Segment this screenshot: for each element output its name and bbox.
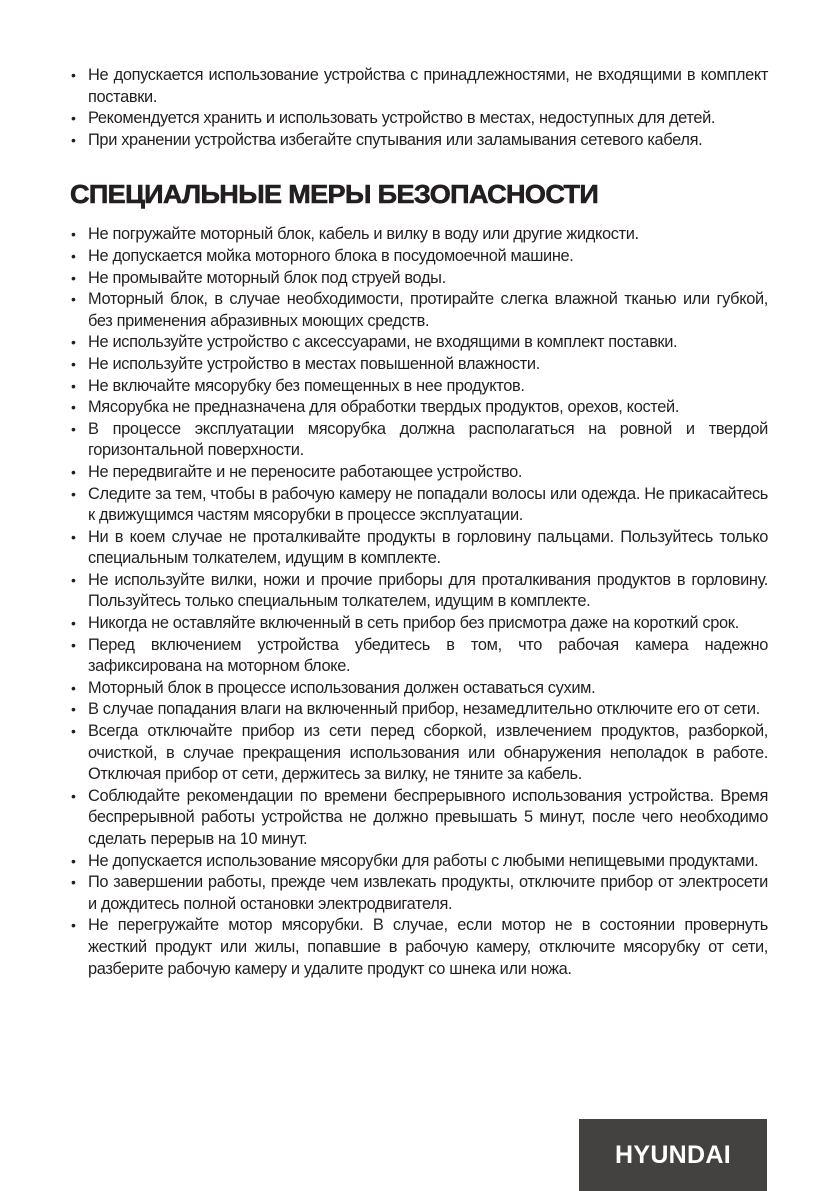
list-item <box>70 462 768 484</box>
list-item <box>70 570 768 613</box>
brand-logo-text: HYUNDAI <box>615 1140 731 1169</box>
bullet-icon: • <box>71 355 76 372</box>
list-item-text: Не допускается использование мясорубки для работы с любыми непищевыми продуктами. <box>88 851 759 870</box>
bullet-icon: • <box>71 917 76 934</box>
bullet-icon: • <box>71 247 76 264</box>
bullet-icon: • <box>71 701 76 718</box>
list-item-text: Не промывайте моторный блок под струей воды. <box>88 268 446 287</box>
list-item-text: Не передвигайте и не переносите работающее устройство. <box>88 462 523 481</box>
list-item <box>70 872 768 915</box>
bullet-icon: • <box>71 131 76 148</box>
safety-bullet-list <box>70 224 768 980</box>
list-item <box>70 721 768 786</box>
bullet-icon: • <box>71 377 76 394</box>
list-item-text: Перед включением устройства убедитесь в том, что рабочая камера надежно зафиксирована на моторном блоке. <box>88 635 768 676</box>
list-item <box>70 246 768 268</box>
bullet-icon: • <box>71 269 76 286</box>
list-item <box>70 397 768 419</box>
list-item-text: В случае попадания влаги на включенный прибор, незамедлительно отключите его от сети. <box>88 700 760 719</box>
list-item <box>70 527 768 570</box>
bullet-icon: • <box>71 399 76 416</box>
list-item-text: Рекомендуется хранить и использовать устройство в местах, недоступных для детей. <box>88 109 716 128</box>
bullet-icon: • <box>71 291 76 308</box>
bullet-icon: • <box>71 723 76 740</box>
bullet-icon: • <box>71 615 76 632</box>
bullet-icon: • <box>71 463 76 480</box>
list-item-text: Не допускается мойка моторного блока в посудомоечной машине. <box>88 246 574 265</box>
bullet-icon: • <box>71 874 76 891</box>
list-item <box>70 108 768 130</box>
list-item <box>70 635 768 678</box>
list-item <box>70 130 768 152</box>
bullet-icon: • <box>71 485 76 502</box>
list-item <box>70 376 768 398</box>
list-item <box>70 268 768 290</box>
bullet-icon: • <box>71 852 76 869</box>
bullet-icon: • <box>71 787 76 804</box>
list-item-text: При хранении устройства избегайте спутывания или заламывания сетевого кабеля. <box>88 130 703 149</box>
list-item-text: Ни в коем случае не проталкивайте продукты в горловину пальцами. Пользуйтесь только специальным толкателем, идущим в комплекте. <box>88 527 768 568</box>
list-item-text: Мясорубка не предназначена для обработки твердых продуктов, орехов, костей. <box>88 398 680 417</box>
list-item-text: В процессе эксплуатации мясорубка должна располагаться на ровной и твердой горизонтальной поверхности. <box>88 419 768 460</box>
list-item-text: По завершении работы, прежде чем извлекать продукты, отключите прибор от электросети и дождитесь полной остановки электродвигателя. <box>88 873 768 913</box>
list-item-text: Следите за тем, чтобы в рабочую камеру не попадали волосы или одежда. Не прикасайтесь к движущимся частям мясорубки в процессе эксплуатации. <box>88 484 768 525</box>
list-item-text: Моторный блок в процессе использования должен оставаться сухим. <box>88 678 596 697</box>
bullet-icon: • <box>71 636 76 653</box>
list-item <box>70 354 768 376</box>
list-item-text: Не используйте вилки, ножи и прочие приборы для проталкивания продуктов в горловину. Пользуйтесь только специальным толкателем, идущим в комплекте. <box>88 570 768 611</box>
list-item-text: Соблюдайте рекомендации по времени беспрерывного использования устройства. Время беспрерывной работы устройства не должно превышать 5 минут, после чего необходимо сделать перерыв на 10 минут. <box>88 786 768 848</box>
list-item <box>70 484 768 527</box>
bullet-icon: • <box>71 679 76 696</box>
bullet-icon: • <box>71 420 76 437</box>
list-item-text: Не допускается использование устройства с принадлежностями, не входящими в комплект поставки. <box>88 66 768 106</box>
list-item <box>70 786 768 851</box>
list-item-text: Не перегружайте мотор мясорубки. В случае, если мотор не в состоянии провернуть жесткий продукт или жилы, попавшие в рабочую камеру, отключите мясорубку от сети, разберите рабочую камеру и удалите продукт со шнека или ножа. <box>88 916 768 978</box>
bullet-icon: • <box>71 67 76 83</box>
brand-logo <box>579 1119 767 1191</box>
list-item-text: Моторный блок, в случае необходимости, протирайте слегка влажной тканью или губкой, без применения абразивных моющих средств. <box>88 290 768 330</box>
section-title: СПЕЦИАЛЬНЫЕ МЕРЫ БЕЗОПАСНОСТИ <box>70 181 599 210</box>
document-page <box>70 65 768 980</box>
list-item <box>70 613 768 635</box>
list-item <box>70 332 768 354</box>
list-item <box>70 419 768 462</box>
list-item-text: Не используйте устройство с аксессуарами, не входящими в комплект поставки. <box>88 333 678 352</box>
bullet-icon: • <box>71 110 76 127</box>
intro-bullet-list <box>70 65 768 151</box>
list-item-text: Не погружайте моторный блок, кабель и вилку в воду или другие жидкости. <box>88 225 639 244</box>
bullet-icon: • <box>71 528 76 545</box>
bullet-icon: • <box>71 571 76 588</box>
list-item <box>70 224 768 246</box>
bullet-icon: • <box>71 226 76 243</box>
list-item <box>70 678 768 700</box>
list-item <box>70 65 768 108</box>
list-item-text: Всегда отключайте прибор из сети перед сборкой, извлечением продуктов, разборкой, очисткой, в случае прекращения использования или обнаружения неполадок в работе. Отключая прибор от сети, держитесь за вилку, не тяните за кабель. <box>88 722 768 784</box>
list-item <box>70 915 768 980</box>
list-item <box>70 289 768 332</box>
list-item-text: Не включайте мясорубку без помещенных в нее продуктов. <box>88 376 525 395</box>
list-item <box>70 851 768 873</box>
list-item-text: Никогда не оставляйте включенный в сеть прибор без присмотра даже на короткий срок. <box>88 614 739 633</box>
bullet-icon: • <box>71 334 76 351</box>
list-item <box>70 699 768 721</box>
list-item-text: Не используйте устройство в местах повышенной влажности. <box>88 354 540 373</box>
